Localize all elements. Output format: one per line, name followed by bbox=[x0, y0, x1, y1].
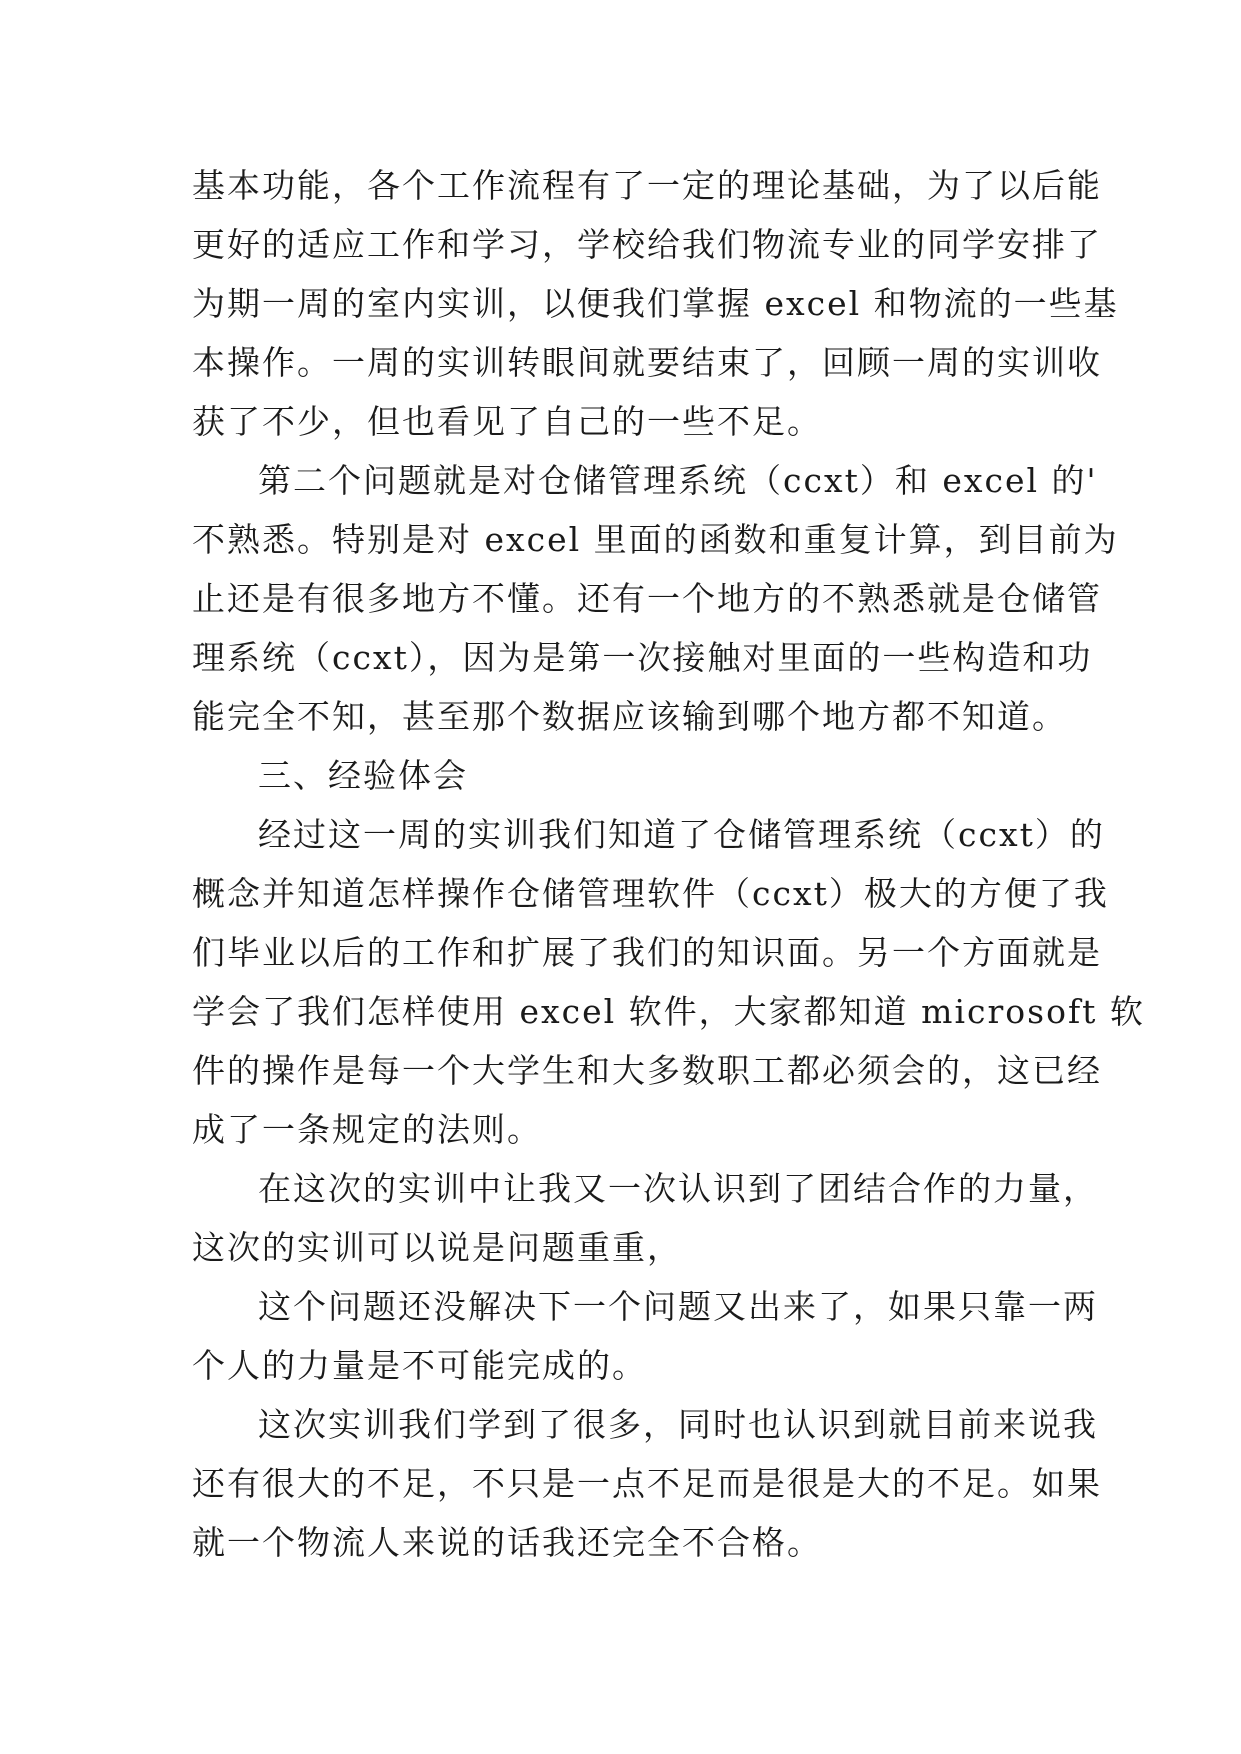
paragraph-first-line: 经过这一周的实训我们知道了仓储管理系统（ccxt）的 bbox=[258, 815, 1105, 854]
text-line: 就一个物流人来说的话我还完全不合格。 bbox=[192, 1523, 822, 1562]
paragraph-first-line: 第二个问题就是对仓储管理系统（ccxt）和 excel 的' bbox=[258, 461, 1098, 500]
paragraph-first-line: 这次实训我们学到了很多，同时也认识到就目前来说我 bbox=[258, 1405, 1098, 1444]
paragraph-first-line: 在这次的实训中让我又一次认识到了团结合作的力量， bbox=[258, 1169, 1098, 1208]
text-line: 概念并知道怎样操作仓储管理软件（ccxt）极大的方便了我 bbox=[192, 874, 1109, 913]
text-line: 止还是有很多地方不懂。还有一个地方的不熟悉就是仓储管 bbox=[192, 579, 1102, 618]
text-line: 基本功能，各个工作流程有了一定的理论基础，为了以后能 bbox=[192, 166, 1102, 205]
text-line: 更好的适应工作和学习，学校给我们物流专业的同学安排了 bbox=[192, 225, 1102, 264]
paragraph-first-line: 这个问题还没解决下一个问题又出来了，如果只靠一两 bbox=[258, 1287, 1098, 1326]
text-line: 理系统（ccxt），因为是第一次接触对里面的一些构造和功 bbox=[192, 638, 1093, 677]
section-heading: 三、经验体会 bbox=[258, 756, 468, 795]
text-line: 能完全不知，甚至那个数据应该输到哪个地方都不知道。 bbox=[192, 697, 1067, 736]
body-text bbox=[192, 156, 1145, 1572]
text-line: 学会了我们怎样使用 excel 软件，大家都知道 microsoft 软 bbox=[192, 992, 1145, 1031]
text-line: 们毕业以后的工作和扩展了我们的知识面。另一个方面就是 bbox=[192, 933, 1102, 972]
text-line: 本操作。一周的实训转眼间就要结束了，回顾一周的实训收 bbox=[192, 343, 1102, 382]
text-line: 成了一条规定的法则。 bbox=[192, 1110, 542, 1149]
text-line: 个人的力量是不可能完成的。 bbox=[192, 1346, 647, 1385]
text-line: 这次的实训可以说是问题重重， bbox=[192, 1228, 682, 1267]
text-line: 获了不少，但也看见了自己的一些不足。 bbox=[192, 402, 822, 441]
text-line: 还有很大的不足，不只是一点不足而是很是大的不足。如果 bbox=[192, 1464, 1102, 1503]
text-line: 为期一周的室内实训，以便我们掌握 excel 和物流的一些基 bbox=[192, 284, 1119, 323]
text-line: 件的操作是每一个大学生和大多数职工都必须会的，这已经 bbox=[192, 1051, 1102, 1090]
text-line: 不熟悉。特别是对 excel 里面的函数和重复计算，到目前为 bbox=[192, 520, 1119, 559]
